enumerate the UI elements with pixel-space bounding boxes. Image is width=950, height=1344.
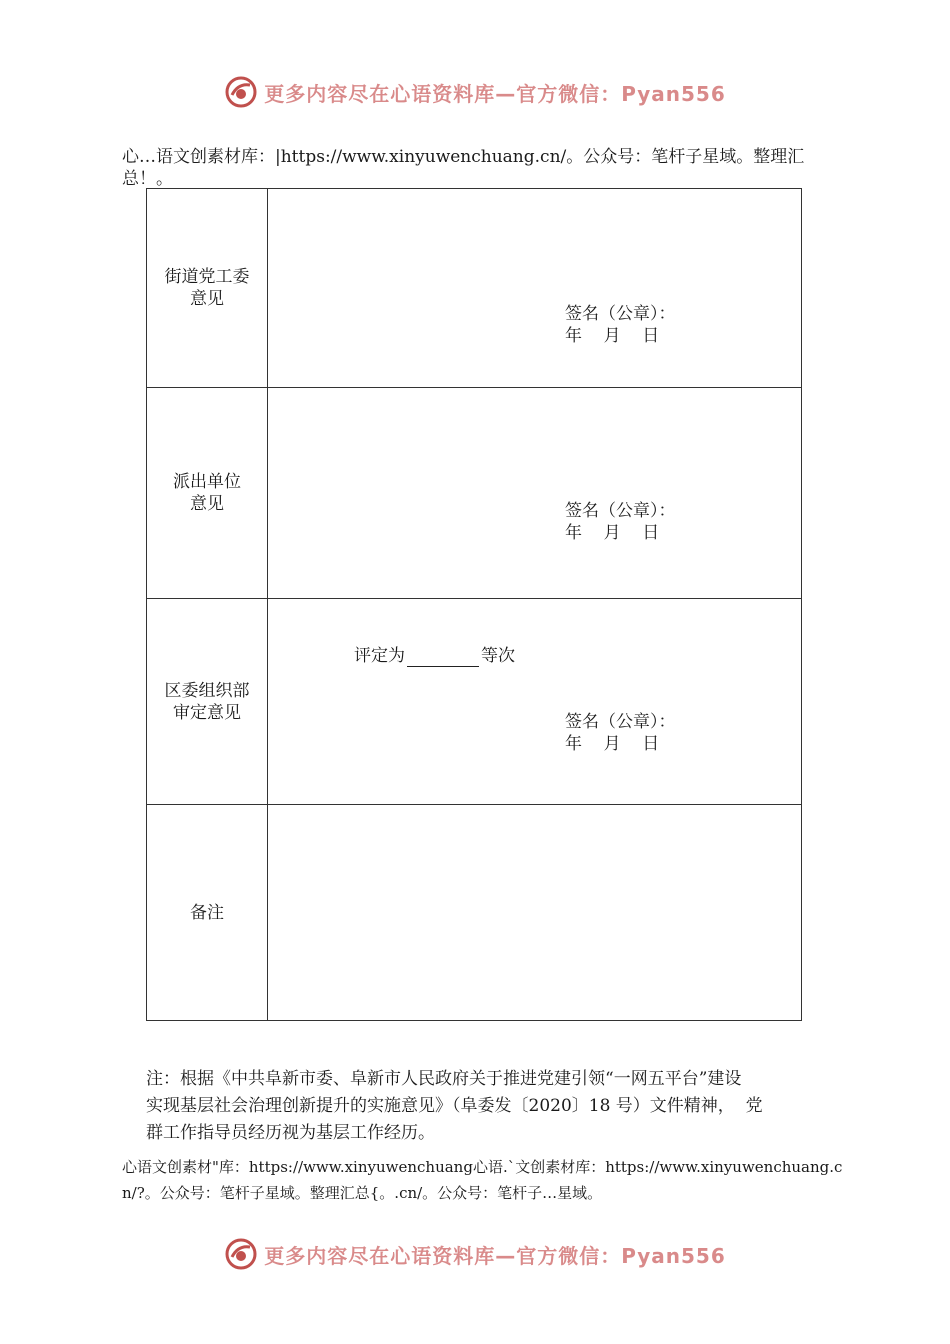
table-row (147, 599, 802, 805)
opinion-cell[interactable] (268, 388, 802, 599)
signature-block (565, 711, 676, 755)
row-label (147, 599, 268, 805)
footnote-line1: 注：根据《中共阜新市委、阜新市人民政府关于推进党建引领“一网五平台”建设 (146, 1069, 742, 1089)
footnote-line3: 群工作指导员经历视为基层工作经历。 (146, 1123, 435, 1143)
signature-block (565, 500, 676, 544)
opinion-form-table (146, 188, 802, 1021)
row-label (147, 805, 268, 1021)
signature-label: 签名（公章）： (565, 501, 676, 521)
signature-label: 签名（公章）： (565, 304, 676, 324)
brand-logo-icon (224, 75, 258, 109)
opinion-cell[interactable] (268, 599, 802, 805)
row-label (147, 388, 268, 599)
brand-logo-icon (224, 1237, 258, 1271)
signature-block (565, 303, 676, 347)
row-label-line1: 派出单位 (173, 472, 241, 492)
row-label-line2: 审定意见 (173, 702, 241, 723)
bottom-banner (0, 1232, 950, 1276)
top-banner (0, 70, 950, 114)
row-label-line1: 区委组织部 (164, 680, 250, 701)
footnote-line2: 实现基层社会治理创新提升的实施意见》（阜委发〔2020〕18 号）文件精神， 党 (146, 1096, 763, 1116)
grade-blank-field[interactable] (407, 649, 479, 667)
table-row (147, 189, 802, 388)
row-label (147, 189, 268, 388)
table-row (147, 805, 802, 1021)
signature-label: 签名（公章）： (565, 712, 676, 732)
header-note: 心…语文创素材库：|https://www.xinyuwenchuang.cn/。公众号：笔杆子星域。整理汇总！。 (122, 147, 805, 189)
remarks-cell[interactable] (268, 805, 802, 1021)
row-label-line2: 意见 (190, 494, 224, 514)
grade-suffix: 等次 (481, 646, 515, 666)
row-label-line1: 街道党工委 (164, 267, 250, 287)
banner-text: 更多内容尽在心语资料库—官方微信：Pyan556 (264, 1243, 726, 1268)
banner-text: 更多内容尽在心语资料库—官方微信：Pyan556 (264, 81, 726, 106)
row-label-line1: 备注 (190, 902, 224, 923)
grade-prefix: 评定为 (354, 646, 405, 666)
opinion-cell[interactable] (268, 189, 802, 388)
grade-line (354, 645, 515, 667)
date-label: 年 月 日 (565, 523, 660, 543)
date-label: 年 月 日 (565, 326, 660, 346)
table-row (147, 388, 802, 599)
footer-note: 心语文创素材"库：https://www.xinyuwenchuang心语.`文创素材库：https://www.xinyuwenchuang.cn/?。公众号：笔杆子星域。整理汇总{。.cn/。公众号：笔杆子…星域。 (122, 1158, 843, 1202)
row-label-line2: 意见 (190, 289, 224, 309)
date-label: 年 月 日 (565, 734, 660, 754)
footnote (146, 1066, 826, 1147)
